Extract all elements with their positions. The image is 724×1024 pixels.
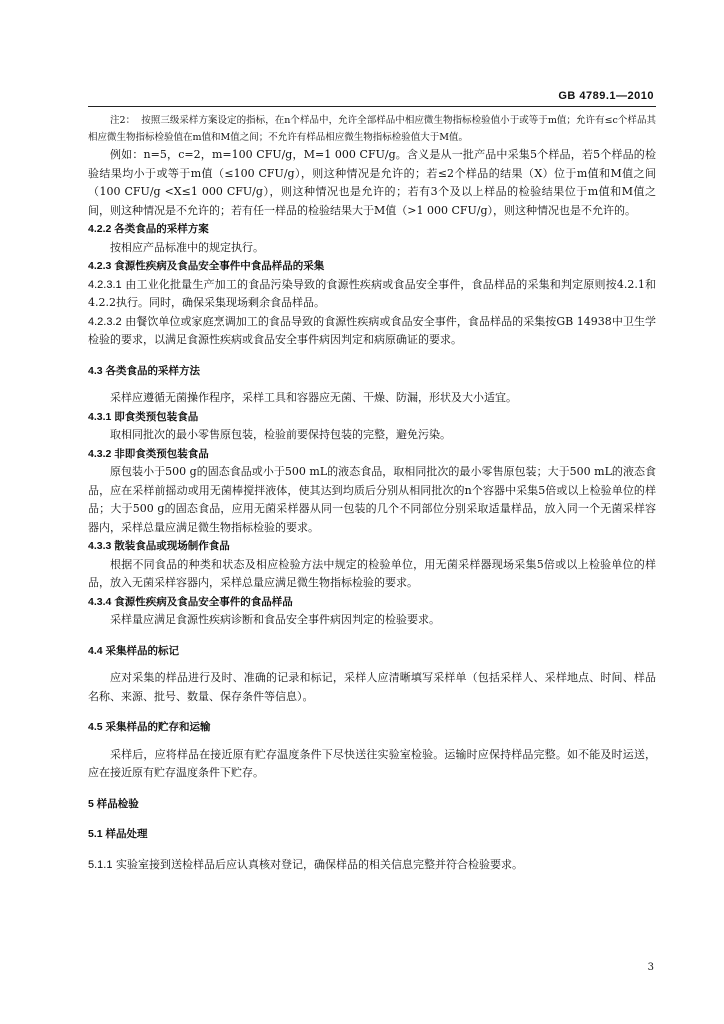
section-4-4-heading: 4.4 采集样品的标记 [88,644,180,657]
note-2-label: 注2： [110,115,136,126]
section-4-3-2-body: 原包装小于500 g的固态食品或小于500 mL的液态食品，取相同批次的最小零售原包装；大于500 mL的液态食品，应在采样前摇动或用无菌棒搅拌液体，使其达到均质后分别从相同批次的n个容器中采集5倍或以上检验单位的样品；大于500 g的固态食品，应用无菌采样器从同一包装的几个不同部位分别采取适量样品，放入同一个无菌采样容器内，采样总量应满足微生物指标检验的要求。 [88,465,656,534]
section-4-3-4-heading: 4.3.4 食源性疾病及食品安全事件的食品样品 [88,595,293,608]
section-4-4-body: 应对采集的样品进行及时、准确的记录和标记，采样人应清晰填写采样单（包括采样人、采样地点、时间、样品名称、来源、批号、数量、保存条件等信息）。 [88,671,656,703]
section-5-heading: 5 样品检验 [88,797,139,810]
section-4-2-3-1 [88,276,656,313]
note-2-text: 按照三级采样方案设定的指标，在n个样品中，允许全部样品中相应微生物指标检验值小于或等于m值；允许有≤c个样品其相应微生物指标检验值在m值和M值之间；不允许有样品相应微生物指标检验值大于M值。 [88,115,656,143]
example-paragraph: 例如：n=5，c=2，m=100 CFU/g，M=1 000 CFU/g。含义是从一批产品中采集5个样品，若5个样品的检验结果均小于或等于m值（≤100 CFU/g），则这种情况是允许的；若≤2个样品的结果（X）位于m值和M值之间（100 CFU/g <X≤1 000 CFU/g），则这种情况也是允许的；若有3个及以上样品的检验结果位于m值和M值之间，则这种情况是不允许的；若有任一样品的检验结果大于M值（>1 000 CFU/g），则这种情况也是不允许的。 [88,148,656,217]
header-rule [88,106,656,107]
standard-code: GB 4789.1—2010 [558,90,654,102]
section-4-3-heading: 4.3 各类食品的采样方法 [88,364,201,377]
section-4-2-3-1-number: 4.2.3.1 [88,278,122,291]
section-5-1-1-body: 实验室接到送检样品后应认真核对登记，确保样品的相关信息完整并符合检验要求。 [115,857,523,871]
section-4-2-3-2-number: 4.2.3.2 [88,315,122,328]
section-4-2-3-2 [88,313,656,350]
section-4-3-3-body: 根据不同食品的种类和状态及相应检验方法中规定的检验单位，用无菌采样器现场采集5倍或以上检验单位的样品，放入无菌采样容器内，采样总量应满足微生物指标检验的要求。 [88,557,656,589]
section-4-3-1-heading: 4.3.1 即食类预包装食品 [88,410,199,423]
section-5-1-heading: 5.1 样品处理 [88,828,148,840]
note-2 [88,112,656,146]
section-4-3-2-heading: 4.3.2 非即食类预包装食品 [88,447,209,460]
page-number: 3 [647,962,654,973]
section-4-5-body: 采样后，应将样品在接近原有贮存温度条件下尽快送往实验室检验。运输时应保持样品完整。如不能及时运送，应在接近原有贮存温度条件下贮存。 [88,747,656,779]
section-4-3-1-body: 取相同批次的最小零售原包装，检验前要保持包装的完整，避免污染。 [110,428,451,441]
section-4-2-3-1-body: 由工业化批量生产加工的食品污染导致的食源性疾病或食品安全事件，食品样品的采集和判定原则按4.2.1和4.2.2执行。同时，确保采集现场剩余食品样品。 [88,277,656,309]
section-5-1-1-number: 5.1.1 [88,858,113,871]
section-4-5-heading: 4.5 采集样品的贮存和运输 [88,721,211,733]
section-4-3-body: 采样应遵循无菌操作程序，采样工具和容器应无菌、干燥、防漏，形状及大小适宜。 [110,391,517,404]
section-4-3-3-heading: 4.3.3 散装食品或现场制作食品 [88,540,230,552]
section-4-2-3-heading: 4.2.3 食源性疾病及食品安全事件中食品样品的采集 [88,260,325,272]
section-4-3-4-body: 采样量应满足食源性疾病诊断和食品安全事件病因判定的检验要求。 [110,613,440,626]
document-body [88,112,656,874]
section-5-1-1 [88,856,656,875]
section-4-2-2-body: 按相应产品标准中的规定执行。 [110,240,264,254]
section-4-2-2-heading: 4.2.2 各类食品的采样方案 [88,223,209,235]
section-4-2-3-2-body: 由餐饮单位或家庭烹调加工的食品导致的食源性疾病或食品安全事件，食品样品的采集按GB 14938中卫生学检验的要求，以满足食源性疾病或食品安全事件病因判定和病原确证的要求。 [88,314,657,346]
